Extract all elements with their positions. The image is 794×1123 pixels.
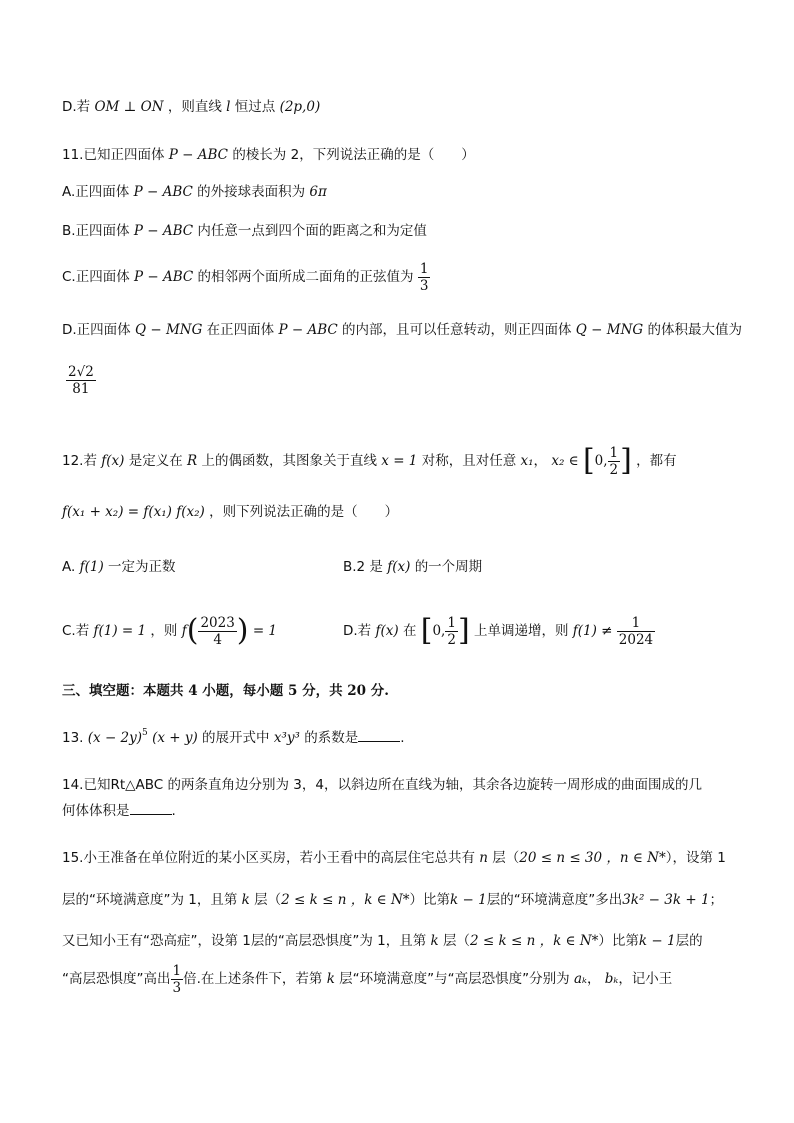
q12-bracket-left: [ bbox=[582, 443, 595, 478]
q15-l3-km1: k − 1 bbox=[638, 933, 676, 949]
q11-option-d bbox=[62, 320, 742, 340]
q12-x1: x₁ bbox=[520, 453, 534, 469]
q12-x2: x₂ ∈ bbox=[551, 453, 579, 469]
q12-option-c bbox=[62, 613, 277, 649]
q11-b-tetra: P − ABC bbox=[133, 223, 194, 239]
q11-a-pre: A.正四面体 bbox=[62, 184, 130, 200]
section-3-heading: 三、填空题：本题共 4 小题，每小题 5 分，共 20 分. bbox=[62, 683, 389, 699]
q11-d-q: Q − MNG bbox=[134, 322, 203, 338]
q12-c-num: 2023 bbox=[200, 614, 235, 631]
q12-d-mid: 在 bbox=[402, 623, 417, 639]
q12-d-bracket-left: [ bbox=[420, 613, 433, 648]
q14-line1: 14.已知Rt△ABC 的两条直角边分别为 3，4，以斜边所在直线为轴，其余各边旋转一周形成的曲面围成的几 bbox=[62, 777, 702, 793]
q12-d-ne: f(1) ≠ bbox=[572, 623, 613, 639]
q11-a-tetra: P − ABC bbox=[133, 184, 193, 200]
q15-k: k bbox=[241, 892, 250, 908]
q12-c-pre: C.若 bbox=[62, 623, 90, 639]
q13-term: x³y³ bbox=[273, 730, 300, 746]
q15-n: n bbox=[479, 850, 488, 866]
q13-mid: 的展开式中 bbox=[202, 730, 270, 746]
q12-d-post: 上单调递增，则 bbox=[473, 623, 569, 639]
q12-half-den: 2 bbox=[609, 461, 619, 478]
q15-l2-end: ； bbox=[709, 892, 724, 908]
q15-line1 bbox=[62, 848, 726, 868]
q15-l4-post: ，记小王 bbox=[618, 971, 673, 987]
q12-a-pre: A. bbox=[62, 559, 76, 575]
q15-l4-mid: 倍.在上述条件下，若第 bbox=[183, 971, 323, 987]
q11-c-fraction bbox=[418, 261, 431, 294]
q12-bracket-right: ] bbox=[620, 443, 632, 478]
q10-d-point: (2p,0) bbox=[279, 99, 321, 115]
q12-d-bracket-right: ] bbox=[457, 613, 470, 648]
q11-stem-post: 的棱长为 2，下列说法正确的是（ ） bbox=[232, 147, 475, 163]
q15-l4-pre: “高层恐惧度”高出 bbox=[62, 971, 171, 987]
q12-c-cond: f(1) = 1 bbox=[93, 623, 147, 639]
q12-c-mid: ，则 bbox=[150, 623, 178, 639]
q11-d-den: 81 bbox=[72, 381, 90, 397]
q13-end: . bbox=[400, 730, 405, 746]
q12-b-f: f(x) bbox=[387, 559, 411, 575]
q11-option-b bbox=[62, 221, 427, 241]
q15-l1-pre: 15.小王准备在单位附近的某小区买房，若小王看中的高层住宅总共有 bbox=[62, 850, 475, 866]
q12-d-fraction bbox=[617, 615, 655, 648]
q12-fx: f(x) bbox=[101, 453, 125, 469]
q15-l4-num: 1 bbox=[172, 962, 182, 979]
q13-expr: (x − 2y) bbox=[87, 730, 143, 746]
q12-d-half bbox=[445, 615, 458, 648]
q11-a-post: 的外接球表面积为 bbox=[197, 184, 306, 200]
q10-option-d bbox=[62, 97, 320, 117]
q13 bbox=[62, 727, 405, 748]
q12-c-paren-right: ) bbox=[236, 613, 249, 648]
q14-end: . bbox=[171, 803, 176, 819]
q10-d-condition: OM ⊥ ON bbox=[94, 99, 164, 115]
q12-interval-a: 0, bbox=[594, 453, 608, 469]
q12-c-f: f bbox=[181, 623, 187, 639]
q11-d-num: 2√2 bbox=[68, 364, 94, 380]
q12-b-pre: B.2 是 bbox=[343, 559, 383, 575]
q15-l4-k: k bbox=[326, 971, 335, 987]
q12-c-den: 4 bbox=[213, 631, 222, 648]
q11-tetra: P − ABC bbox=[168, 147, 229, 163]
q12-d-half-den: 2 bbox=[447, 631, 456, 648]
q12-half bbox=[608, 445, 621, 478]
q15-l3-mid: 层（ bbox=[443, 933, 471, 949]
q12-d-int: 0, bbox=[432, 623, 446, 639]
q12-stem2-post: ，则下列说法正确的是（ ） bbox=[209, 504, 399, 520]
q11-d-tetra: P − ABC bbox=[278, 322, 338, 338]
q12-mid3: 对称，且对任意 bbox=[421, 453, 517, 469]
q11-d-fraction bbox=[66, 364, 96, 397]
q12-d-pre: D.若 bbox=[343, 623, 372, 639]
q11-d-pre: D.正四面体 bbox=[62, 322, 131, 338]
q12-option-d bbox=[343, 613, 655, 649]
q15-line3 bbox=[62, 931, 703, 951]
q11-c-num: 1 bbox=[419, 260, 429, 277]
q11-c-pre: C.正四面体 bbox=[62, 269, 130, 285]
q13-answer-blank[interactable] bbox=[358, 727, 400, 742]
q15-l2-post: 层的“环境满意度”多出 bbox=[486, 892, 623, 908]
q15-l1-mid: 层（ bbox=[492, 850, 520, 866]
q10-d-prefix: D.若 bbox=[62, 99, 91, 115]
q15-l3-k: k bbox=[430, 933, 439, 949]
q12-b-post: 的一个周期 bbox=[414, 559, 483, 575]
q15-bk: bₖ bbox=[604, 971, 619, 987]
q11-d-post: 的体积最大值为 bbox=[647, 322, 742, 338]
q12-half-num: 1 bbox=[609, 444, 619, 461]
q12-d-half-num: 1 bbox=[447, 614, 456, 631]
q10-d-post: 恒过点 bbox=[234, 99, 276, 115]
q11-option-a bbox=[62, 182, 327, 202]
q15-l3-cond: 2 ≤ k ≤ n ，k ∈ N* bbox=[470, 933, 599, 949]
q15-ak: aₖ bbox=[573, 971, 587, 987]
q12-c-eq: = 1 bbox=[252, 623, 278, 639]
q12-line-eq: x = 1 bbox=[381, 453, 418, 469]
q12-a-post: 一定为正数 bbox=[108, 559, 176, 575]
q11-d-mid2: 的内部，且可以任意转动，则正四面体 bbox=[342, 322, 572, 338]
q12-pre: 12.若 bbox=[62, 453, 97, 469]
q12-stem-line1: 12.若 f(x) 是定义在 R 上的偶函数，其图象关于直线 x = 1 对称，且对任意 x₁， x₂ ∈ [0, $\frac{1}{2}$ ] ，都有 bbox=[62, 443, 677, 478]
q12-eq: f(x₁ + x₂) = f(x₁) f(x₂) bbox=[62, 504, 205, 520]
q11-b-pre: B.正四面体 bbox=[62, 223, 130, 239]
q11-a-value: 6π bbox=[309, 184, 327, 200]
q12-d-f: f(x) bbox=[375, 623, 399, 639]
q12-d-num: 1 bbox=[617, 615, 655, 632]
q11-option-c bbox=[62, 259, 430, 295]
q12-d-den: 2024 bbox=[618, 631, 654, 648]
q11-c-den: 3 bbox=[419, 277, 429, 294]
q11-stem-pre: 11.已知正四面体 bbox=[62, 147, 165, 163]
q12-mid2: 上的偶函数，其图象关于直线 bbox=[201, 453, 377, 469]
q14-line2-pre: 何体体积是 bbox=[62, 803, 130, 819]
q12-stem-line2 bbox=[62, 502, 398, 522]
q13-pre: 13. bbox=[62, 730, 84, 746]
q11-d-q2: Q − MNG bbox=[575, 322, 644, 338]
q11-d-answer-fraction bbox=[66, 364, 96, 397]
q13-exp: 5 bbox=[142, 728, 148, 738]
q15-l1-cond: 20 ≤ n ≤ 30 ，n ∈ N* bbox=[519, 850, 666, 866]
q12-r: R bbox=[187, 453, 198, 469]
q15-line2 bbox=[62, 890, 723, 910]
q11-c-tetra: P − ABC bbox=[134, 269, 194, 285]
q12-post: ，都有 bbox=[636, 453, 677, 469]
q15-l2-mid2: ）比第 bbox=[409, 892, 451, 908]
q12-c-paren-left: ( bbox=[186, 613, 199, 648]
q11-b-post: 内任意一点到四个面的距离之和为定值 bbox=[197, 223, 427, 239]
q11-stem bbox=[62, 145, 475, 165]
q11-d-mid: 在正四面体 bbox=[206, 322, 275, 338]
q15-l2-pre: 层的“环境满意度”为 1，且第 bbox=[62, 892, 238, 908]
q15-l3-mid2: ）比第 bbox=[598, 933, 639, 949]
q11-c-post: 的相邻两个面所成二面角的正弦值为 bbox=[197, 269, 414, 285]
q13-post: 的系数是 bbox=[304, 730, 359, 746]
q12-c-fraction bbox=[198, 615, 236, 648]
q15-l4-den: 3 bbox=[172, 979, 182, 996]
q15-l2-cond: 2 ≤ k ≤ n ，k ∈ N* bbox=[281, 892, 410, 908]
q15-km1: k − 1 bbox=[450, 892, 487, 908]
q14-line2 bbox=[62, 800, 176, 821]
q10-d-mid: ，则直线 bbox=[167, 99, 222, 115]
q15-l3-post: 层的 bbox=[675, 933, 703, 949]
q15-l4-fraction bbox=[171, 963, 184, 996]
q13-expr2: (x + y) bbox=[152, 730, 198, 746]
q15-l2-expr: 3k² − 3k + 1 bbox=[622, 892, 710, 908]
q15-l4-mid2: 层“环境满意度”与“高层恐惧度”分别为 bbox=[339, 971, 570, 987]
q15-l1-post: ），设第 1 bbox=[665, 850, 726, 866]
q10-d-line-var: l bbox=[226, 99, 231, 115]
q14-answer-blank[interactable] bbox=[130, 800, 172, 815]
q12-option-b bbox=[343, 557, 482, 577]
q12-a-f: f(1) bbox=[79, 559, 104, 575]
q12-mid: 是定义在 bbox=[128, 453, 183, 469]
q12-option-a bbox=[62, 557, 176, 577]
q15-l3-pre: 又已知小王有“恐高症”，设第 1层的“高层恐惧度”为 1，且第 bbox=[62, 933, 427, 949]
q15-l2-mid: 层（ bbox=[254, 892, 282, 908]
q15-line4: “高层恐惧度”高出 $\frac{1}{3}$ 倍.在上述条件下，若第 k 层“环境满意度”与“高层恐惧度”分别为 aₖ， bₖ，记小王 bbox=[62, 962, 673, 996]
